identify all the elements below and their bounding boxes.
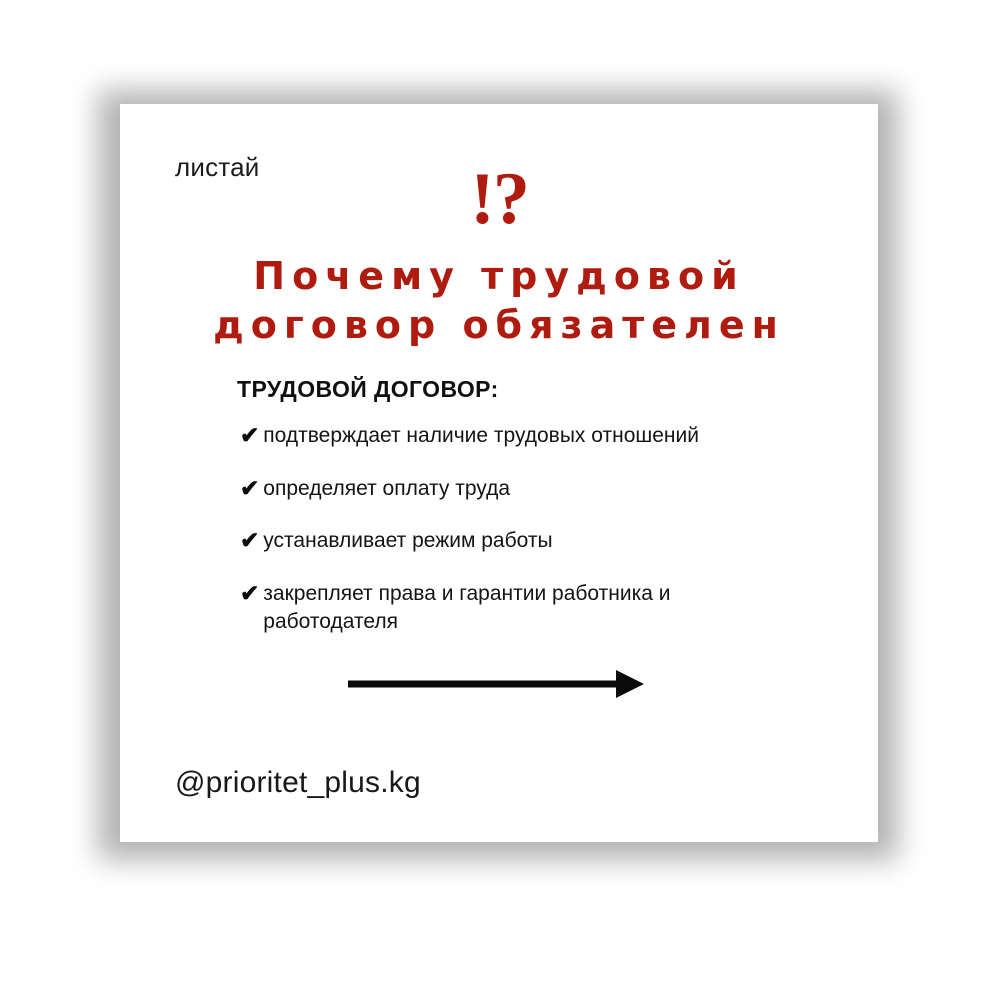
list-item-label: подтверждает наличие трудовых отношений <box>263 424 699 447</box>
page-title-line-2: договор обязателен <box>213 302 785 347</box>
check-icon: ✔ <box>240 474 260 501</box>
swipe-hint-label: листай <box>175 152 260 182</box>
page-title <box>120 252 878 349</box>
check-icon: ✔ <box>240 527 260 554</box>
check-icon: ✔ <box>240 580 260 607</box>
list-item <box>240 422 800 450</box>
check-icon: ✔ <box>240 422 260 448</box>
list-item-label: определяет оплату труда <box>263 476 511 500</box>
section-subheading: ТРУДОВОЙ ДОГОВОР: <box>237 376 499 402</box>
swipe-arrow-icon[interactable] <box>348 664 648 704</box>
list-item <box>240 580 800 635</box>
list-item-label: устанавливает режим работы <box>263 529 553 553</box>
poster-card <box>120 104 878 842</box>
page-title-line-1: Почему трудовой <box>253 254 745 298</box>
list-item <box>240 475 800 503</box>
list-item-label: закрепляет права и гарантии работника и работодателя <box>263 582 671 633</box>
social-handle: @prioritet_plus.kg <box>175 766 421 799</box>
list-item <box>240 527 800 555</box>
benefits-list <box>240 422 800 661</box>
exclamation-question-icon: !? <box>470 158 528 240</box>
